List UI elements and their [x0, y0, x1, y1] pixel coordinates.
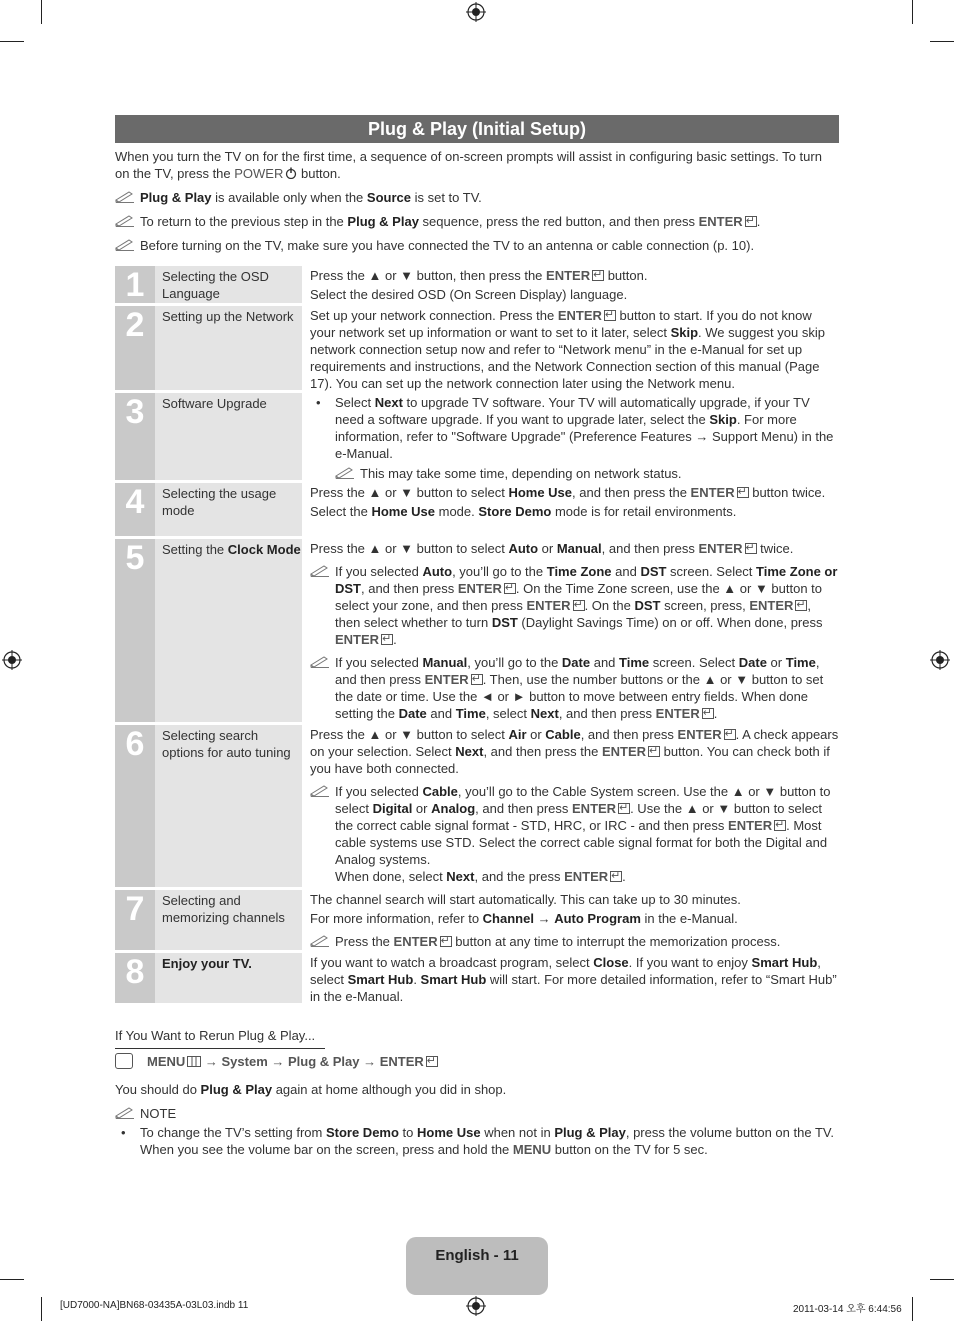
print-date-info: 2011-03-14 오후 6:44:56	[793, 1304, 902, 1315]
note-heading: NOTE	[115, 1105, 839, 1122]
intro-text: When you turn the TV on for the first time, a sequence of on-screen prompts will assist in configuring basic settings. To turn on the TV, press the	[115, 149, 822, 181]
crop-mark	[912, 0, 913, 24]
step-label: Selecting the usage mode	[155, 483, 302, 536]
menu-label: MENU	[147, 1054, 186, 1069]
step-description: Press the ▲ or ▼ button to select Air or Cable, and then press ENTER↵ . A check appears on your selection. Select Next, and then press the ENTER↵ button. You can check both if you have both connected. If you selected Cable, you’ll go to the Cable System screen. Use the ▲ or ▼ button to select Digital or Analog, and then press ENTER↵ . Use the ▲ or ▼ button to select the correct cable signal format - STD, HRC, or IRC - and then press ENTER↵ . Most cable systems use STD. Select the correct cable signal format for both the Digital and Analog systems. When done, select Next, and the press ENTER↵ .	[302, 725, 839, 887]
step-label: Enjoy your TV.	[155, 953, 302, 1003]
registration-mark-icon	[466, 2, 486, 22]
note-text: sequence, press the red button, and then press	[418, 214, 699, 229]
step-number: 4	[115, 483, 155, 536]
step-number: 7	[115, 890, 155, 950]
step-number: 1	[115, 266, 155, 303]
note-text: is set to TV.	[410, 190, 482, 205]
step-label: Setting up the Network	[155, 306, 302, 390]
crop-mark	[41, 0, 42, 24]
rerun-heading: If You Want to Rerun Plug & Play...	[115, 1027, 325, 1049]
page-number-tab: English - 11	[406, 1237, 548, 1295]
step-description: Press the ▲ or ▼ button to select Home Use, and then press the ENTER↵ button twice. Select the Home Use mode. Store Demo mode is for retail environments.	[302, 483, 839, 536]
power-icon	[285, 167, 297, 179]
crop-mark	[930, 41, 954, 42]
registration-mark-icon	[466, 1296, 486, 1316]
step-row	[115, 390, 839, 480]
step-label: Setting the Clock Mode	[155, 539, 302, 722]
step-description: Set up your network connection. Press the ENTER↵ button to start. If you do not know your network set up information or want to set to it later, select Skip. We suggest you skip network connection setup now and refer to “Network menu” in the e-Manual for set up requirements and instructions, and the Network Connection section of this manual (Page 17). You can set up the network connection later using the Network menu.	[302, 306, 839, 390]
note-icon	[115, 190, 135, 203]
note-text: .	[756, 214, 761, 229]
note-icon	[115, 238, 135, 251]
note-return	[115, 213, 839, 230]
note-icon	[115, 214, 135, 227]
step-row	[115, 887, 839, 950]
menu-path-text: → System → Plug & Play → ENTER	[201, 1054, 424, 1069]
intro-text-end: button.	[297, 166, 341, 181]
note-source	[115, 189, 839, 206]
step-label: Software Upgrade	[155, 393, 302, 480]
crop-mark	[41, 1297, 42, 1321]
note-text: is available only when the	[211, 190, 367, 205]
step-row	[115, 536, 839, 722]
menu-shortcut-icon	[115, 1053, 133, 1069]
step-row	[115, 950, 839, 1003]
intro-paragraph	[115, 148, 839, 182]
note-bold: Source	[366, 190, 411, 205]
steps-table	[115, 266, 839, 1003]
crop-mark	[912, 1297, 913, 1321]
page-title: Plug & Play (Initial Setup)	[115, 115, 839, 143]
note-text: To return to the previous step in the	[140, 214, 348, 229]
menu-path	[115, 1053, 438, 1070]
note-bullet: • To change the TV’s setting from Store Demo to Home Use when not in Plug & Play, press the volume button on the TV. When you see the volume bar on the screen, press and hold the MENU button on the TV for 5 sec.	[121, 1125, 834, 1157]
step-row	[115, 480, 839, 536]
menu-grid-icon	[187, 1056, 201, 1067]
registration-mark-icon	[2, 650, 22, 670]
crop-mark	[930, 1279, 954, 1280]
note-bold: Plug & Play	[347, 214, 419, 229]
enter-icon	[426, 1056, 438, 1067]
note-antenna	[115, 237, 839, 254]
print-file-info: [UD7000-NA]BN68-03435A-03L03.indb 11	[60, 1300, 249, 1311]
note-bold: Plug & Play	[140, 190, 212, 205]
step-label: Selecting search options for auto tuning	[155, 725, 302, 887]
rerun-text: You should do Plug & Play again at home although you did in shop.	[115, 1082, 507, 1097]
step-number: 5	[115, 539, 155, 722]
step-number: 3	[115, 393, 155, 480]
enter-icon	[745, 216, 757, 227]
enter-label: ENTER	[698, 214, 743, 229]
note-icon	[115, 1106, 135, 1119]
step-description: Press the ▲ or ▼ button to select Auto or Manual, and then press ENTER↵ twice. If you selected Auto, you’ll go to the Time Zone and DST screen. Select Time Zone or DST, and then press ENTER↵ . On the Time Zone screen, use the ▲ or ▼ button to select your zone, and then press ENTER↵ . On the DST screen, press, ENTER↵ , then select whether to turn DST (Daylight Savings Time) on or off. When done, press ENTER↵ . If you selected Manual, you’ll go to the Date and Time screen. Select Date or Time, and then press ENTER↵ . Then, use the number buttons or the ▲ or ▼ button to set the date or time. Use the ◄ or ► button to move between entry fields. When done setting the Date and Time, select Next, and then press ENTER↵ .	[302, 539, 839, 722]
step-number: 6	[115, 725, 155, 887]
step-row	[115, 722, 839, 887]
step-label: Selecting and memorizing channels	[155, 890, 302, 950]
step-row	[115, 266, 839, 303]
step-row	[115, 303, 839, 390]
step-number: 2	[115, 306, 155, 390]
step-description: Press the ▲ or ▼ button, then press the ENTER↵ button. Select the desired OSD (On Screen Display) language.	[302, 266, 839, 303]
registration-mark-icon	[930, 650, 950, 670]
step-description: If you want to watch a broadcast program, select Close. If you want to enjoy Smart Hub, select Smart Hub. Smart Hub will start. For more detailed information, refer to “Smart Hub” in the e-Manual.	[310, 955, 837, 1004]
step-number: 8	[115, 953, 155, 1003]
step-label: Selecting the OSD Language	[155, 266, 302, 303]
crop-mark	[0, 41, 24, 42]
note-text: Before turning on the TV, make sure you have connected the TV to an antenna or cable connection (p. 10).	[140, 238, 755, 253]
crop-mark	[0, 1279, 24, 1280]
step-description: • Select Next to upgrade TV software. Your TV will automatically upgrade, if your TV need a software upgrade. If you want to upgrade later, select the Skip. For more information, refer to "Software Upgrade" (Preference Features → Support Menu) in the e-Manual. This may take some time, depending on network status.	[302, 393, 839, 480]
power-label: POWER	[234, 166, 284, 181]
step-description: The channel search will start automatically. This can take up to 30 minutes. For more information, refer to Channel → Auto Program in the e-Manual. Press the ENTER↵ button at any time to interrupt the memorization process.	[302, 890, 839, 950]
